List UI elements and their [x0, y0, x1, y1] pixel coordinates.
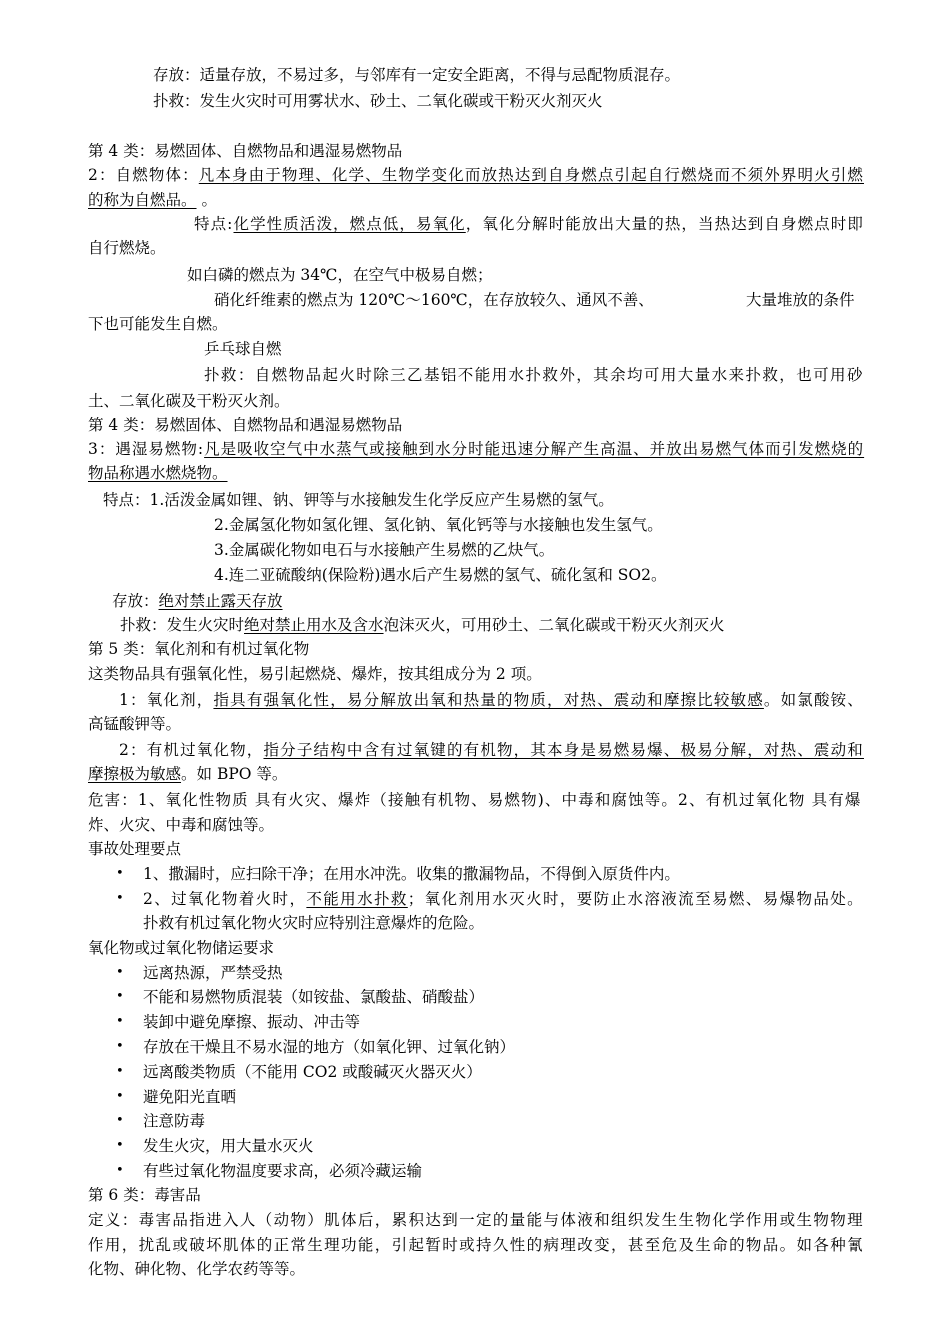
text-line [214, 514, 663, 536]
text-line [88, 189, 217, 211]
text-line [143, 888, 864, 910]
text-run: 作用，扰乱或破坏肌体的正常生理功能，引起暂时或持久性的病理改变，甚至危及生命的物品。如各种氰 [88, 1236, 865, 1254]
text-line [88, 763, 287, 785]
text-run: 扑救：发生火灾时 [120, 616, 245, 634]
text-line [143, 1160, 422, 1182]
text-line [204, 338, 282, 360]
underlined-text: 不能用水扑救 [306, 890, 408, 908]
text-line [143, 863, 680, 885]
underlined-text: 指具有强氧化性，易分解放出氧和热量的物质，对热、震动和摩擦比较敏感 [213, 691, 764, 709]
text-run: 如白磷的燃点为 34℃，在空气中极易自燃； [187, 266, 493, 284]
text-run: 大量堆放的条件 [746, 291, 855, 309]
text-run: 第 6 类：毒害品 [88, 1186, 201, 1204]
text-line [88, 1184, 201, 1206]
text-run: ，氧化分解时能放出大量的热，当热达到自身燃点时即 [465, 215, 864, 233]
bullet-icon: • [116, 1064, 124, 1079]
underlined-text: 凡本身由于物理、化学、生物学变化而放热达到自身燃点引起自行燃烧而不须外界明火引燃 [198, 166, 864, 184]
text-line [88, 663, 542, 685]
text-run: 1：氧化剂， [119, 691, 214, 709]
text-line [88, 462, 228, 484]
text-line [88, 1258, 305, 1280]
text-line [214, 539, 554, 561]
text-run: 化物、砷化物、化学农药等等。 [88, 1260, 306, 1278]
text-run: 土、二氧化碳及干粉灭火剂。 [88, 392, 290, 410]
text-line [143, 962, 283, 984]
text-line [88, 390, 290, 412]
text-line [214, 289, 654, 311]
text-run: 2.金属氢化物如氢化锂、氢化钠、氧化钙等与水接触也发生氢气。 [214, 516, 663, 534]
text-line [143, 912, 484, 934]
text-run: 4.连二亚硫酸纳(保险粉)遇水后产生易燃的氢气、硫化氢和 SO2。 [214, 566, 667, 584]
bullet-icon: • [116, 866, 124, 881]
text-line [746, 289, 855, 311]
bullet-icon: • [116, 965, 124, 980]
text-line [204, 364, 864, 386]
text-run: 危害：1、氧化性物质 具有火灾、爆炸（接触有机物、易燃物)、中毒和腐蚀等。2、有机过氧化物 具有爆 [88, 791, 862, 809]
text-line [187, 264, 493, 286]
text-line [143, 1061, 482, 1083]
text-line [143, 986, 484, 1008]
text-line [103, 489, 614, 511]
text-run: 注意防毒 [143, 1112, 206, 1130]
text-run: 2、过氧化物着火时， [143, 890, 307, 908]
text-line [119, 739, 864, 761]
text-run: 自行燃烧。 [88, 239, 166, 257]
text-run: 泡沫灭火，可用砂土、二氧化碳或干粉灭火剂灭火 [383, 616, 725, 634]
text-run: 第 5 类：氧化剂和有机过氧化物 [88, 640, 310, 658]
text-run: 氧化物或过氧化物储运要求 [88, 939, 275, 957]
bullet-icon: • [116, 1138, 124, 1153]
text-line [112, 590, 283, 612]
text-run: 特点: [194, 215, 234, 233]
text-run: 。 [196, 191, 217, 209]
text-line [143, 1011, 360, 1033]
text-line [119, 689, 864, 711]
text-line [88, 789, 862, 811]
bullet-icon: • [116, 1089, 124, 1104]
text-run: 装卸中避免摩擦、振动、冲击等 [143, 1013, 361, 1031]
bullet-icon: • [116, 1039, 124, 1054]
text-run: 下也可能发生自燃。 [88, 315, 228, 333]
text-run: 远离热源，严禁受热 [143, 964, 283, 982]
bullet-icon: • [116, 891, 124, 906]
text-line [88, 414, 402, 436]
underlined-text: 物品称遇水燃烧物。 [88, 464, 228, 482]
text-run: 3：遇湿易燃物: [88, 440, 205, 458]
text-run: 扑救：自燃物品起火时除三乙基铝不能用水扑救外，其余均可用大量水来扑救，也可用砂 [204, 366, 864, 384]
text-line [88, 313, 228, 335]
text-line [88, 164, 864, 186]
text-run: 炸、火灾、中毒和腐蚀等。 [88, 816, 275, 834]
text-run: 3.金属碳化物如电石与水接触产生易燃的乙炔气。 [214, 541, 555, 559]
text-line [214, 564, 667, 586]
text-line [88, 1234, 864, 1256]
underlined-text: 的称为自燃品。 [88, 191, 197, 209]
text-run: 存放：适量存放，不易过多，与邻库有一定安全距离，不得与忌配物质混存。 [153, 66, 681, 84]
text-run: 1、撒漏时，应扫除干净；在用水冲洗。收集的撒漏物品，不得倒入原货件内。 [143, 865, 680, 883]
text-run: 第 4 类：易燃固体、自燃物品和遇湿易燃物品 [88, 416, 403, 434]
text-run: 存放： [112, 592, 159, 610]
text-line [88, 1209, 864, 1231]
text-run: 乒乓球自燃 [204, 340, 282, 358]
text-line [88, 937, 274, 959]
text-line [88, 140, 402, 162]
text-line [194, 213, 864, 235]
text-run: 。如 BPO 等。 [181, 765, 288, 783]
text-run: 。如氯酸铵、 [763, 691, 864, 709]
text-run: 发生火灾，用大量水灭火 [143, 1137, 314, 1155]
text-line [88, 438, 864, 460]
text-run: 2：有机过氧化物， [119, 741, 264, 759]
text-line [153, 90, 603, 112]
text-run: 定义：毒害品指进入人（动物）肌体后，累积达到一定的量能与体液和组织发生生物化学作用或生物物理 [88, 1211, 865, 1229]
text-line [88, 713, 181, 735]
underlined-text: 化学性质活泼，燃点低，易氧化 [233, 215, 466, 233]
text-run: 存放在干燥且不易水湿的地方（如氧化钾、过氧化钠） [143, 1038, 516, 1056]
bullet-icon: • [116, 1163, 124, 1178]
text-line [143, 1110, 205, 1132]
bullet-icon: • [116, 989, 124, 1004]
text-line [88, 814, 274, 836]
text-run: 不能和易燃物质混装（如铵盐、氯酸盐、硝酸盐） [143, 988, 485, 1006]
text-line [120, 614, 725, 636]
underlined-text: 绝对禁止用水及含水 [244, 616, 384, 634]
text-run: 第 4 类：易燃固体、自燃物品和遇湿易燃物品 [88, 142, 403, 160]
text-run: 特点：1.活泼金属如锂、钠、钾等与水接触发生化学反应产生易燃的氢气。 [103, 491, 614, 509]
underlined-text: 指分子结构中含有过氧键的有机物，其本身是易燃易爆、极易分解，对热、震动和 [263, 741, 864, 759]
text-run: 2：自燃物体： [88, 166, 199, 184]
text-line [88, 237, 166, 259]
text-run: 事故处理要点 [88, 840, 182, 858]
text-line [143, 1135, 314, 1157]
text-line [143, 1036, 515, 1058]
text-run: 远离酸类物质（不能用 CO2 或酸碱灭火器灭火） [143, 1063, 482, 1081]
bullet-icon: • [116, 1113, 124, 1128]
text-run: 这类物品具有强氧化性，易引起燃烧、爆炸，按其组成分为 2 项。 [88, 665, 542, 683]
text-run: 有些过氧化物温度要求高，必须冷藏运输 [143, 1162, 423, 1180]
underlined-text: 凡是吸收空气中水蒸气或接触到水分时能迅速分解产生高温、并放出易燃气体而引发燃烧的 [204, 440, 865, 458]
text-run: 避免阳光直晒 [143, 1088, 237, 1106]
underlined-text: 绝对禁止露天存放 [158, 592, 283, 610]
text-run: 扑救有机过氧化物火灾时应特别注意爆炸的危险。 [143, 914, 485, 932]
text-line [88, 638, 309, 660]
text-line [143, 1086, 236, 1108]
text-line [88, 838, 181, 860]
text-line [153, 64, 680, 86]
bullet-icon: • [116, 1014, 124, 1029]
text-run: ；氧化剂用水灭火时，要防止水溶液流至易燃、易爆物品处。 [407, 890, 865, 908]
text-run: 扑救：发生火灾时可用雾状水、砂土、二氧化碳或干粉灭火剂灭火 [153, 92, 603, 110]
text-run: 高锰酸钾等。 [88, 715, 182, 733]
underlined-text: 摩擦极为敏感 [88, 765, 182, 783]
text-run: 硝化纤维素的燃点为 120℃～160℃，在存放较久、通风不善、 [214, 291, 654, 309]
